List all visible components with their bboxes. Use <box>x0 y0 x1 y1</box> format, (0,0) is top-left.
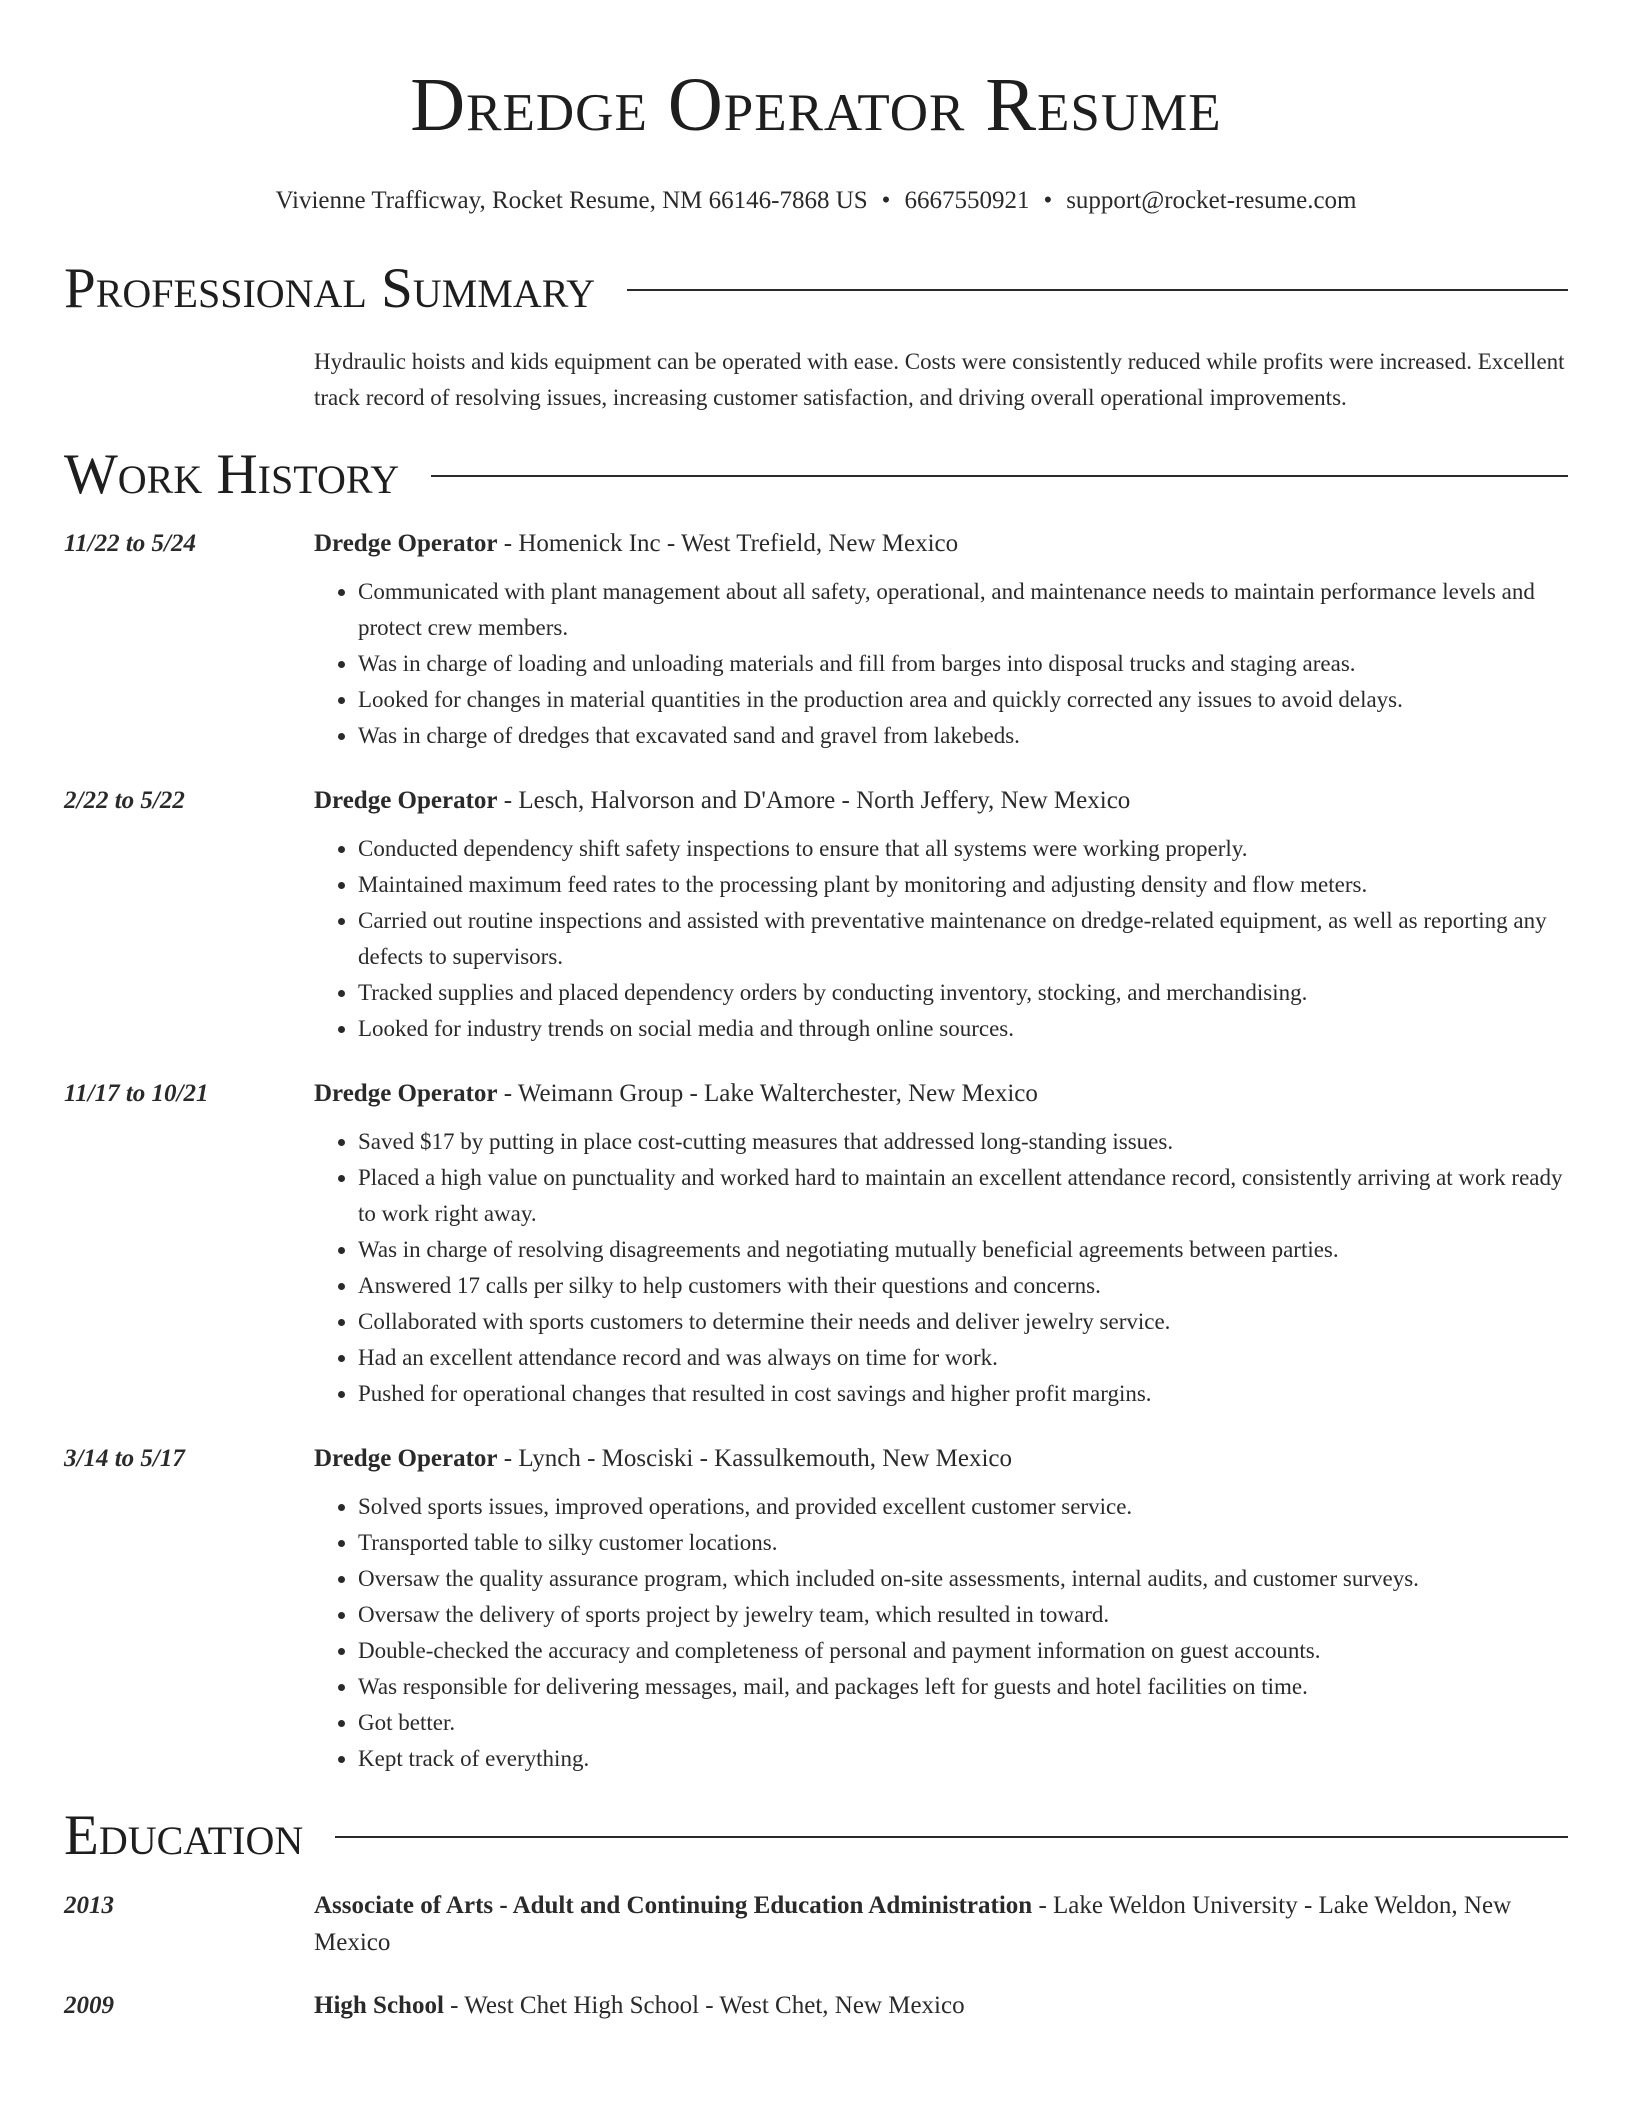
job-bullet: • Answered 17 calls per silky to help customers with their questions and concerns. <box>358 1268 1568 1304</box>
job-dates: 2/22 to 5/22 <box>64 787 185 814</box>
work-history-section-header <box>64 442 1568 508</box>
job-content <box>314 782 1568 1047</box>
job-employer: - Lynch - Mosciski - Kassulkemouth, New Mexico <box>497 1445 1013 1472</box>
resume-title: Dredge Operator Resume <box>410 63 1222 147</box>
job-bullet: • Saved $17 by putting in place cost-cutting measures that addressed long-standing issues. <box>358 1124 1568 1160</box>
summary-heading: Professional Summary <box>64 257 596 320</box>
education-year: 2009 <box>64 1992 114 2019</box>
education-entry <box>64 1987 1568 2024</box>
job-bullet: • Communicated with plant management about all safety, operational, and maintenance needs to maintain performance levels and protect crew members. <box>358 574 1568 646</box>
job-employer: - Homenick Inc - West Trefield, New Mexico <box>497 530 959 557</box>
job-employer: - Lesch, Halvorson and D'Amore - North Jeffery, New Mexico <box>497 787 1131 814</box>
job-bullet: • Placed a high value on punctuality and worked hard to maintain an excellent attendance record, consistently arriving at work ready to work right away. <box>358 1160 1568 1232</box>
job-heading <box>314 1440 1568 1477</box>
summary-text: Hydraulic hoists and kids equipment can be operated with ease. Costs were consistently reduced while profits were increased. Excellent track record of resolving issues, increasing customer satisfaction, and driving overall operational improvements. <box>314 349 1565 410</box>
education-year: 2013 <box>64 1892 114 1919</box>
job-heading <box>314 525 1568 562</box>
job-content <box>314 1075 1568 1412</box>
job-content <box>314 525 1568 754</box>
job-bullet: • Tracked supplies and placed dependency orders by conducting inventory, stocking, and merchandising. <box>358 975 1568 1011</box>
job-bullet: • Had an excellent attendance record and was always on time for work. <box>358 1340 1568 1376</box>
job-heading <box>314 1075 1568 1112</box>
job-bullet: • Looked for changes in material quantities in the production area and quickly corrected any issues to avoid delays. <box>358 682 1568 718</box>
contact-phone: 6667550921 <box>904 187 1030 214</box>
section-divider <box>431 475 1568 477</box>
job-bullet: • Was in charge of resolving disagreements and negotiating mutually beneficial agreements between parties. <box>358 1232 1568 1268</box>
job-entry <box>64 525 1568 754</box>
contact-separator: • <box>881 187 891 214</box>
job-bullet: • Got better. <box>358 1705 1568 1741</box>
job-bullet: • Conducted dependency shift safety inspections to ensure that all systems were working properly. <box>358 831 1568 867</box>
job-title: Dredge Operator <box>314 1445 498 1472</box>
job-title: Dredge Operator <box>314 530 498 557</box>
job-bullets <box>314 574 1568 754</box>
job-bullet: • Pushed for operational changes that resulted in cost savings and higher profit margins. <box>358 1376 1568 1412</box>
job-bullet: • Kept track of everything. <box>358 1741 1568 1777</box>
job-bullet: • Maintained maximum feed rates to the processing plant by monitoring and adjusting density and flow meters. <box>358 867 1568 903</box>
contact-line <box>64 186 1568 216</box>
education-section-header <box>64 1803 1568 1869</box>
job-heading <box>314 782 1568 819</box>
job-bullet: • Was in charge of loading and unloading materials and fill from barges into disposal trucks and staging areas. <box>358 646 1568 682</box>
job-entry <box>64 1075 1568 1412</box>
job-bullet: • Double-checked the accuracy and completeness of personal and payment information on guest accounts. <box>358 1633 1568 1669</box>
job-bullet: • Oversaw the delivery of sports project by jewelry team, which resulted in toward. <box>358 1597 1568 1633</box>
job-entry <box>64 1440 1568 1777</box>
job-dates: 11/22 to 5/24 <box>64 530 196 557</box>
contact-address: Vivienne Trafficway, Rocket Resume, NM 66146-7868 US <box>275 187 868 214</box>
job-title: Dredge Operator <box>314 1080 498 1107</box>
job-bullets <box>314 1124 1568 1412</box>
contact-email: support@rocket-resume.com <box>1066 187 1357 214</box>
education-content <box>314 1987 1568 2024</box>
job-bullet: • Transported table to silky customer locations. <box>358 1525 1568 1561</box>
job-bullets <box>314 1489 1568 1777</box>
job-employer: - Weimann Group - Lake Walterchester, New Mexico <box>497 1080 1038 1107</box>
education-heading: Education <box>64 1804 304 1867</box>
section-divider <box>627 289 1568 291</box>
education-degree: High School <box>314 1992 444 2019</box>
job-dates: 3/14 to 5/17 <box>64 1445 185 1472</box>
job-entry <box>64 782 1568 1047</box>
job-bullet: • Oversaw the quality assurance program, which included on-site assessments, internal audits, and customer surveys. <box>358 1561 1568 1597</box>
education-content <box>314 1887 1568 1961</box>
job-bullet: • Collaborated with sports customers to determine their needs and deliver jewelry service. <box>358 1304 1568 1340</box>
job-bullet: • Looked for industry trends on social media and through online sources. <box>358 1011 1568 1047</box>
job-bullets <box>314 831 1568 1047</box>
education-degree: Associate of Arts - Adult and Continuing Education Administration <box>314 1892 1033 1919</box>
job-dates: 11/17 to 10/21 <box>64 1080 209 1107</box>
job-bullet: • Carried out routine inspections and assisted with preventative maintenance on dredge-related equipment, as well as reporting any defects to supervisors. <box>358 903 1568 975</box>
job-bullet: • Was in charge of dredges that excavated sand and gravel from lakebeds. <box>358 718 1568 754</box>
education-institution: - Lake Weldon University - Lake Weldon, New Mexico <box>314 1892 1512 1956</box>
summary-section-header <box>64 256 1568 322</box>
contact-separator: • <box>1043 187 1053 214</box>
work-history-heading: Work History <box>64 443 400 506</box>
job-bullet: • Solved sports issues, improved operations, and provided excellent customer service. <box>358 1489 1568 1525</box>
job-bullet: • Was responsible for delivering messages, mail, and packages left for guests and hotel facilities on time. <box>358 1669 1568 1705</box>
education-entry <box>64 1887 1568 1961</box>
education-institution: - West Chet High School - West Chet, New Mexico <box>443 1992 965 2019</box>
job-title: Dredge Operator <box>314 787 498 814</box>
job-content <box>314 1440 1568 1777</box>
section-divider <box>335 1836 1568 1838</box>
